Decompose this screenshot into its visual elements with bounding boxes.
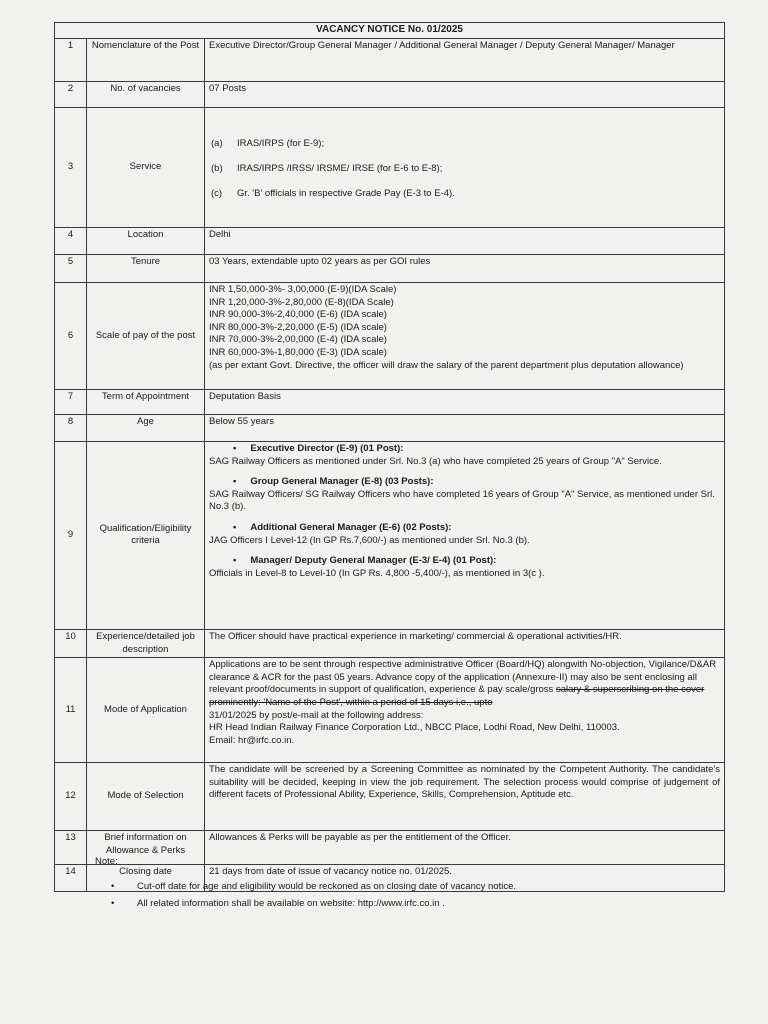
table-row bbox=[55, 389, 725, 414]
item-marker: (b) bbox=[211, 162, 223, 174]
list-item bbox=[211, 188, 720, 201]
bullet-icon: • bbox=[233, 521, 237, 533]
address-text: 31/01/2025 by post/e-mail at the following address: HR Head Indian Railway Finance Corporation Ltd., NBCC Place, Lodhi Road, New Delhi, 110003. Email: hr@irfc.co.in. bbox=[209, 709, 620, 746]
row-number: 1 bbox=[55, 38, 87, 81]
item-text: IRAS/IRPS (for E-9); bbox=[237, 137, 325, 149]
criteria-text: SAG Railway Officers/ SG Railway Officers who have completed 16 years of Group "A" Service, as mentioned under Srl. No.3 (b). bbox=[209, 488, 715, 513]
row-value: 07 Posts bbox=[205, 81, 725, 107]
row-number: 13 bbox=[55, 831, 87, 865]
row-value: Executive Director/Group General Manager / Additional General Manager / Deputy General Manager/ Manager bbox=[205, 38, 725, 81]
row-number: 14 bbox=[55, 865, 87, 892]
row-label: Nomenclature of the Post bbox=[87, 38, 205, 81]
title-row bbox=[55, 23, 725, 39]
table-row bbox=[55, 282, 725, 389]
row-number: 3 bbox=[55, 107, 87, 227]
row-value: INR 1,50,000-3%- 3,00,000 (E-9)(IDA Scale) INR 1,20,000-3%-2,80,000 (E-8)(IDA Scale) INR 90,000-3%-2,40,000 (E-6) (IDA scale) INR 80,000-3%-2,20,000 (E-5) (IDA scale) INR 70,000-3%-2,00,000 (E-4) (IDA scale) INR 60,000-3%-1,80,000 (E-3) (IDA scale) (as per extant Govt. Directive, the officer will draw the salary of the parent department plus deputation allowance) bbox=[205, 282, 725, 389]
row-number: 7 bbox=[55, 389, 87, 414]
row-number: 12 bbox=[55, 763, 87, 831]
bullet-icon: • bbox=[233, 555, 237, 567]
row-value: The Officer should have practical experience in marketing/ commercial & operational activities/HR. bbox=[205, 629, 725, 657]
row-value: Deputation Basis bbox=[205, 389, 725, 414]
row-number: 6 bbox=[55, 282, 87, 389]
table-row bbox=[55, 107, 725, 227]
bullet-icon: • bbox=[233, 476, 237, 488]
table-row bbox=[55, 227, 725, 254]
criteria-heading bbox=[209, 522, 720, 535]
row-label: Closing date bbox=[87, 865, 205, 892]
service-list bbox=[209, 121, 720, 213]
row-number: 9 bbox=[55, 441, 87, 629]
criteria-block bbox=[209, 555, 720, 580]
notice-title: VACANCY NOTICE No. 01/2025 bbox=[55, 23, 725, 39]
row-label: No. of vacancies bbox=[87, 81, 205, 107]
row-label: Qualification/Eligibility criteria bbox=[87, 441, 205, 629]
criteria-block bbox=[209, 443, 720, 468]
row-number: 5 bbox=[55, 254, 87, 282]
table-row bbox=[55, 81, 725, 107]
row-number: 11 bbox=[55, 658, 87, 763]
table-row bbox=[55, 414, 725, 441]
row-value bbox=[205, 658, 725, 763]
notes-section bbox=[95, 853, 516, 912]
row-number: 8 bbox=[55, 414, 87, 441]
row-label: Age bbox=[87, 414, 205, 441]
row-value: Allowances & Perks will be payable as per the entitlement of the Officer. bbox=[205, 831, 725, 865]
row-value: 21 days from date of issue of vacancy notice no. 01/2025. bbox=[205, 865, 725, 892]
table-row bbox=[55, 441, 725, 629]
item-text: Gr. 'B' officials in respective Grade Pay (E-3 to E-4). bbox=[237, 188, 455, 200]
row-value bbox=[205, 107, 725, 227]
criteria-heading bbox=[209, 443, 720, 456]
row-value: Below 55 years bbox=[205, 414, 725, 441]
row-value: The candidate will be screened by a Screening Committee as nominated by the Competent Authority. The candidate's suitability will be decided, keeping in view the job requirement. The selection process would comprise of judgement of different facets of Professional Ability, Experience, Skills, Comprehension, Aptitude etc. bbox=[205, 763, 725, 831]
table-row bbox=[55, 629, 725, 657]
application-text: Applications are to be sent through respective administrative Officer (Board/HQ) alongwith No-objection, Vigilance/D&AR clearance & ACR for the past 05 years. Advance copy of the application (Annexure-II) may also be sent enclosing all relevant proof/documents in support of qualification, experience & pay scale/gross bbox=[209, 659, 717, 696]
notes-title: Note: bbox=[95, 856, 118, 867]
row-number: 4 bbox=[55, 227, 87, 254]
table-row bbox=[55, 763, 725, 831]
list-item bbox=[211, 137, 720, 151]
row-label: Service bbox=[87, 107, 205, 227]
criteria-title: Group General Manager (E-8) (03 Posts): bbox=[250, 476, 434, 488]
row-label: Scale of pay of the post bbox=[87, 282, 205, 389]
row-label: Term of Appointment bbox=[87, 389, 205, 414]
row-label: Mode of Application bbox=[87, 658, 205, 763]
row-number: 2 bbox=[55, 81, 87, 107]
list-item bbox=[211, 162, 720, 176]
criteria-title: Executive Director (E-9) (01 Post): bbox=[250, 442, 404, 454]
item-marker: (c) bbox=[211, 188, 223, 200]
criteria-heading bbox=[209, 476, 720, 489]
criteria-text: JAG Officers I Level-12 (In GP Rs.7,600/-) as mentioned under Srl. No.3 (b). bbox=[209, 534, 530, 546]
row-label: Tenure bbox=[87, 254, 205, 282]
criteria-heading bbox=[209, 555, 720, 568]
item-text: IRAS/IRPS /IRSS/ IRSME/ IRSE (for E-6 to E-8); bbox=[237, 162, 443, 174]
table-row bbox=[55, 254, 725, 282]
criteria-title: Manager/ Deputy General Manager (E-3/ E-4) (01 Post): bbox=[250, 555, 497, 567]
item-marker: (a) bbox=[211, 137, 223, 149]
row-label: Location bbox=[87, 227, 205, 254]
struck-text: salary & superscribing on the cover prominently: 'Name of the Post', within a period of 15 days i.e., upto bbox=[209, 684, 705, 708]
criteria-title: Additional General Manager (E-6) (02 Posts): bbox=[250, 521, 452, 533]
bullet-icon: • bbox=[233, 442, 237, 454]
table-row bbox=[55, 658, 725, 763]
vacancy-table bbox=[54, 22, 725, 892]
row-value: Delhi bbox=[205, 227, 725, 254]
row-number: 10 bbox=[55, 629, 87, 657]
criteria-block bbox=[209, 522, 720, 547]
notes-list bbox=[95, 878, 516, 912]
row-label: Mode of Selection bbox=[87, 763, 205, 831]
table-row bbox=[55, 38, 725, 81]
row-value bbox=[205, 441, 725, 629]
criteria-text: Officials in Level-8 to Level-10 (In GP Rs. 4,800 -5,400/-), as mentioned in 3(c ). bbox=[209, 567, 545, 579]
criteria-text: SAG Railway Officers as mentioned under Srl. No.3 (a) who have completed 25 years of Group "A" Service. bbox=[209, 455, 662, 467]
row-label: Experience/detailed job description bbox=[87, 629, 205, 657]
row-label: Brief information on Allowance & Perks bbox=[87, 831, 205, 865]
list-item: • All related information shall be available on website: http://www.irfc.co.in . bbox=[137, 895, 516, 912]
row-value: 03 Years, extendable upto 02 years as per GOI rules bbox=[205, 254, 725, 282]
criteria-block bbox=[209, 476, 720, 514]
list-item: • Cut-off date for age and eligibility would be reckoned as on closing date of vacancy notice. bbox=[137, 878, 516, 895]
